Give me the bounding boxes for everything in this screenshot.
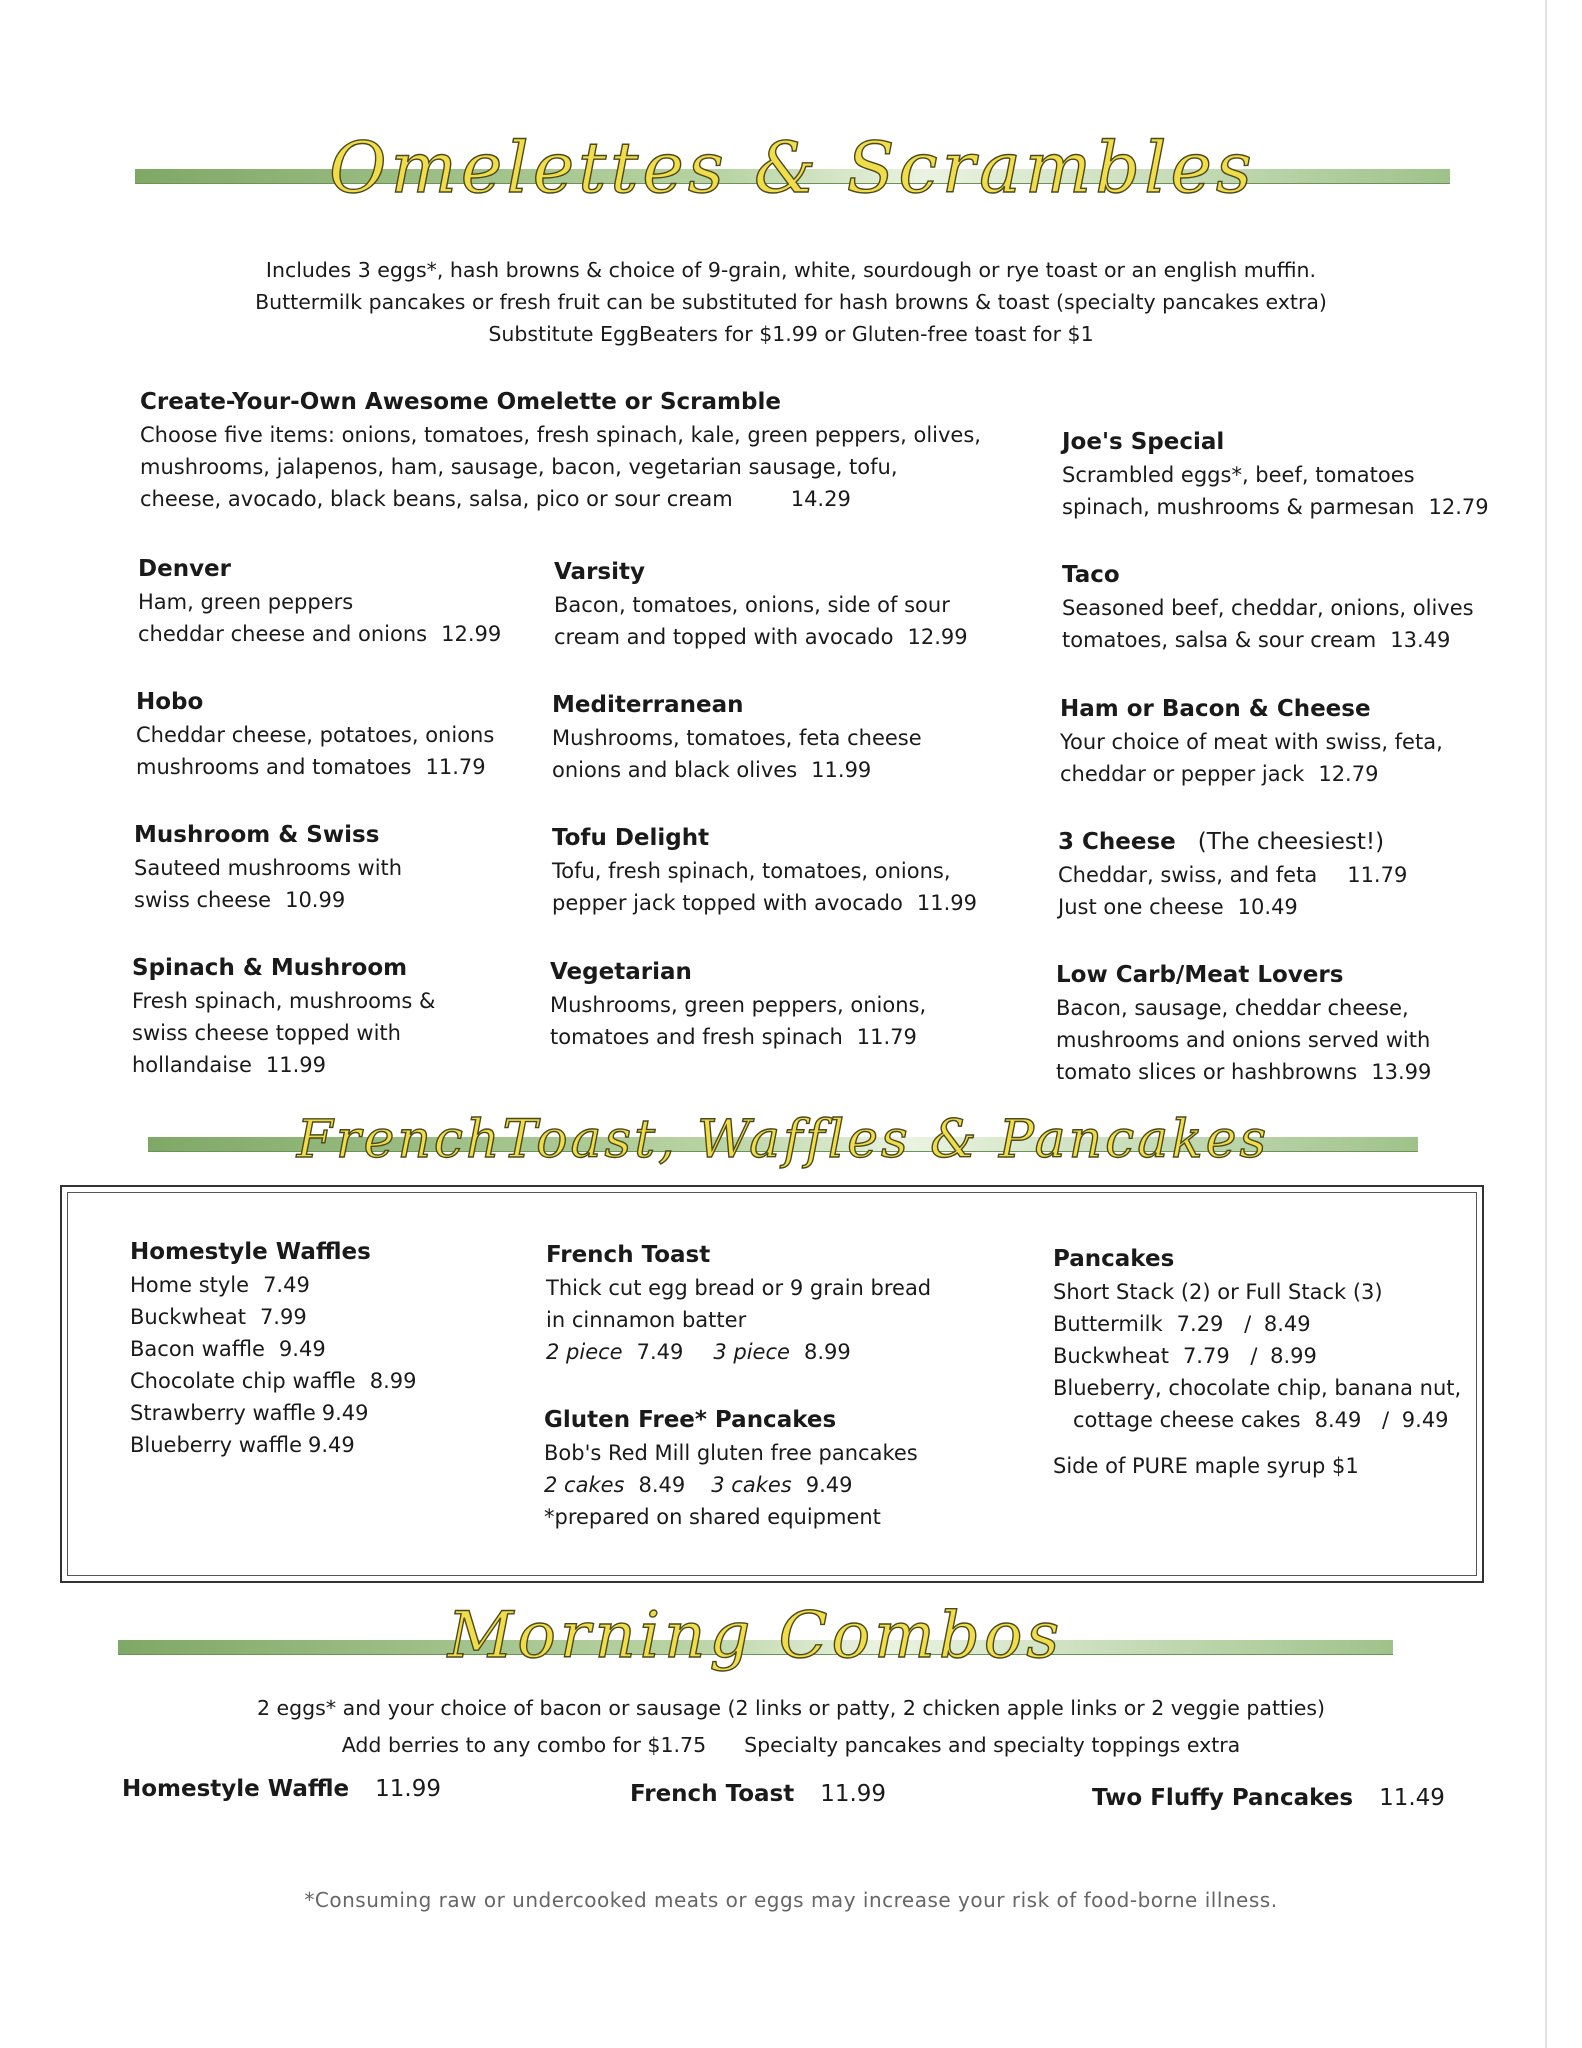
item-price: 13.99	[1371, 1060, 1432, 1084]
item-desc: Bacon, tomatoes, onions, side of sour	[554, 593, 950, 617]
menu-item-create-your-own	[140, 385, 981, 515]
item-name: Mediterranean	[552, 692, 744, 718]
combos-banner	[118, 1595, 1393, 1705]
item-name: Pancakes	[1053, 1246, 1175, 1272]
option-label: 3 piece	[713, 1340, 790, 1364]
syrup-note: Side of PURE maple syrup $1	[1053, 1454, 1359, 1478]
item-desc: Blueberry, chocolate chip, banana nut,	[1053, 1376, 1462, 1400]
option-price: 7.49	[636, 1340, 684, 1364]
item-label: Buttermilk	[1053, 1312, 1163, 1336]
option-label: 2 piece	[546, 1340, 623, 1364]
item-label: Home style	[130, 1273, 250, 1297]
combos-intro-2	[0, 1733, 1582, 1757]
item-label: Chocolate chip waffle	[130, 1369, 356, 1393]
combos-intro-1: 2 eggs* and your choice of bacon or sausage (2 links or patty, 2 chicken apple links or 2 veggie patties)	[256, 1696, 1326, 1720]
item-price: 14.29	[790, 487, 851, 511]
item-label: Buckwheat	[130, 1305, 246, 1329]
item-desc: Sauteed mushrooms with	[134, 856, 403, 880]
item-name: Hobo	[136, 689, 204, 715]
item-desc: tomatoes and fresh spinach	[550, 1025, 843, 1049]
item-desc: cheddar cheese and onions	[138, 622, 428, 646]
item-price: 13.49	[1390, 628, 1451, 652]
combo-name: Homestyle Waffle	[122, 1776, 350, 1802]
item-price: 10.49	[1237, 895, 1298, 919]
item-price: 8.99	[1270, 1344, 1317, 1368]
item-name: Varsity	[554, 559, 645, 585]
item-desc: cheese, avocado, black beans, salsa, pico or sour cream	[140, 487, 733, 511]
item-price: 7.79	[1182, 1344, 1230, 1368]
item-desc: onions and black olives	[552, 758, 798, 782]
menu-item-homestyle-waffles	[130, 1235, 416, 1461]
item-price: 12.79	[1318, 762, 1379, 786]
item-price: 9.49	[321, 1401, 369, 1425]
item-desc: pepper jack topped with avocado	[552, 891, 903, 915]
menu-item-tofu-delight	[552, 821, 977, 919]
combo-french-toast	[630, 1781, 886, 1807]
item-desc: Choose five items: onions, tomatoes, fresh spinach, kale, green peppers, olives,	[140, 423, 981, 447]
option-price: 8.99	[803, 1340, 851, 1364]
menu-item-taco	[1062, 558, 1474, 656]
item-desc: Short Stack (2) or Full Stack (3)	[1053, 1280, 1383, 1304]
item-name: Create-Your-Own Awesome Omelette or Scramble	[140, 389, 781, 415]
menu-item-french-toast	[546, 1238, 931, 1368]
item-desc: cottage cheese cakes	[1073, 1408, 1301, 1432]
combos-heading: Morning Combos	[447, 1599, 1064, 1673]
item-desc: Cheddar cheese, potatoes, onions	[136, 723, 495, 747]
item-desc: cheddar or pepper jack	[1060, 762, 1305, 786]
combo-price: 11.49	[1379, 1785, 1445, 1811]
menu-item-spinach-mushroom	[132, 951, 435, 1081]
item-label: Buckwheat	[1053, 1344, 1169, 1368]
item-desc: Bob's Red Mill gluten free pancakes	[544, 1441, 918, 1465]
item-price: 12.99	[441, 622, 502, 646]
item-desc: swiss cheese topped with	[132, 1021, 401, 1045]
item-name: Homestyle Waffles	[130, 1239, 371, 1265]
item-name: Gluten Free* Pancakes	[544, 1407, 837, 1433]
item-desc: Thick cut egg bread or 9 grain bread	[546, 1276, 932, 1300]
item-name: Taco	[1062, 562, 1120, 588]
item-price: 9.49	[308, 1433, 355, 1457]
combo-two-fluffy-pancakes	[1092, 1785, 1445, 1811]
item-price: 11.79	[1347, 863, 1408, 887]
combo-price: 11.99	[375, 1776, 441, 1802]
item-price: 8.49	[1263, 1312, 1311, 1336]
item-label: Strawberry waffle	[130, 1401, 316, 1425]
menu-item-low-carb	[1056, 958, 1431, 1088]
item-price: 12.79	[1428, 495, 1489, 519]
item-desc: Your choice of meat with swiss, feta,	[1060, 730, 1443, 754]
menu-item-denver	[138, 552, 501, 650]
item-price: 8.99	[369, 1369, 417, 1393]
item-desc: Fresh spinach, mushrooms &	[132, 989, 436, 1013]
item-name: Ham or Bacon & Cheese	[1060, 696, 1371, 722]
item-price: 9.49	[278, 1337, 326, 1361]
option-price: 8.49	[638, 1473, 686, 1497]
item-desc: Bacon, sausage, cheddar cheese,	[1056, 996, 1409, 1020]
item-desc: mushrooms and onions served with	[1056, 1028, 1431, 1052]
combos-intro-2b: Specialty pancakes and specialty toppings extra	[744, 1733, 1241, 1757]
menu-item-gluten-free-pancakes	[544, 1403, 918, 1533]
item-desc: Ham, green peppers	[138, 590, 354, 614]
menu-item-mediterranean	[552, 688, 922, 786]
food-safety-footer: *Consuming raw or undercooked meats or eggs may increase your risk of food-borne illness.	[304, 1888, 1278, 1912]
item-desc: spinach, mushrooms & parmesan	[1062, 495, 1415, 519]
item-name: Vegetarian	[550, 959, 692, 985]
item-price: 11.79	[425, 755, 486, 779]
item-desc: cream and topped with avocado	[554, 625, 894, 649]
item-name: Low Carb/Meat Lovers	[1056, 962, 1344, 988]
omelettes-banner	[135, 125, 1450, 235]
item-price: 10.99	[285, 888, 346, 912]
item-name: Spinach & Mushroom	[132, 955, 408, 981]
item-name: Joe's Special	[1062, 429, 1225, 455]
menu-item-varsity	[554, 555, 968, 653]
omelettes-intro-3: Substitute EggBeaters for $1.99 or Gluten-free toast for $1	[488, 322, 1094, 346]
item-name: 3 Cheese	[1058, 829, 1176, 855]
item-name: Denver	[138, 556, 231, 582]
combo-name: Two Fluffy Pancakes	[1092, 1785, 1354, 1811]
menu-item-joes-special	[1062, 425, 1489, 523]
item-desc: Mushrooms, tomatoes, feta cheese	[552, 726, 922, 750]
item-price: 11.99	[265, 1053, 327, 1077]
item-price: 7.29	[1176, 1312, 1224, 1336]
item-label: Blueberry waffle	[130, 1433, 302, 1457]
ftwp-heading: FrenchToast, Waffles & Pancakes	[296, 1110, 1270, 1170]
menu-item-pancakes: Pancakes Short Stack (2) or Full Stack (3) Buttermilk 7.29 / 8.49 Buckwheat 7.79 / 8.99 Blueberry, chocolate chip, banana nut, cottage cheese cakes 8.49 / 9.49 Side of PURE maple syrup $1	[1053, 1242, 1461, 1482]
item-desc: Mushrooms, green peppers, onions,	[550, 993, 927, 1017]
item-desc: swiss cheese	[134, 888, 272, 912]
menu-item-vegetarian	[550, 955, 926, 1053]
item-price: 11.79	[856, 1025, 917, 1049]
item-desc: tomato slices or hashbrowns	[1056, 1060, 1358, 1084]
menu-item-ham-bacon-cheese	[1060, 692, 1443, 790]
option-price: 9.49	[805, 1473, 853, 1497]
menu-item-3-cheese	[1058, 825, 1407, 923]
item-price: 11.99	[811, 758, 872, 782]
omelettes-heading: Omelettes & Scrambles	[329, 127, 1256, 209]
item-note: (The cheesiest!)	[1197, 829, 1385, 855]
item-desc: mushrooms and tomatoes	[136, 755, 412, 779]
item-price: 11.99	[916, 891, 977, 915]
combo-name: French Toast	[630, 1781, 795, 1807]
item-desc: Scrambled eggs*, beef, tomatoes	[1062, 463, 1415, 487]
item-price: 12.99	[907, 625, 968, 649]
omelettes-intro-1: Includes 3 eggs*, hash browns & choice of 9-grain, white, sourdough or rye toast or an english muffin.	[265, 258, 1317, 282]
omelettes-intro-2: Buttermilk pancakes or fresh fruit can be substituted for hash browns & toast (specialty pancakes extra)	[255, 290, 1327, 314]
combos-intro-2a: Add berries to any combo for $1.75	[341, 1733, 707, 1757]
item-name: Tofu Delight	[552, 825, 710, 851]
item-label: Bacon waffle	[130, 1337, 265, 1361]
item-desc: Cheddar, swiss, and feta	[1058, 863, 1318, 887]
item-desc: mushrooms, jalapenos, ham, sausage, bacon, vegetarian sausage, tofu,	[140, 455, 898, 479]
item-price: 7.49	[263, 1273, 310, 1297]
item-desc: tomatoes, salsa & sour cream	[1062, 628, 1377, 652]
combo-homestyle-waffle	[122, 1776, 441, 1802]
item-price: 7.99	[259, 1305, 307, 1329]
menu-item-mushroom-swiss	[134, 818, 402, 916]
item-name: Mushroom & Swiss	[134, 822, 380, 848]
item-price: 9.49	[1401, 1408, 1449, 1432]
option-label: 3 cakes	[711, 1473, 792, 1497]
item-price: 8.49	[1314, 1408, 1362, 1432]
item-desc: Seasoned beef, cheddar, onions, olives	[1062, 596, 1474, 620]
item-note: *prepared on shared equipment	[544, 1505, 881, 1529]
item-name: French Toast	[546, 1242, 711, 1268]
combo-price: 11.99	[820, 1781, 887, 1807]
menu-item-hobo	[136, 685, 494, 783]
item-desc: in cinnamon batter	[546, 1308, 747, 1332]
item-desc: hollandaise	[132, 1053, 252, 1077]
option-label: 2 cakes	[544, 1473, 625, 1497]
item-desc: Tofu, fresh spinach, tomatoes, onions,	[552, 859, 951, 883]
item-desc: Just one cheese	[1058, 895, 1224, 919]
